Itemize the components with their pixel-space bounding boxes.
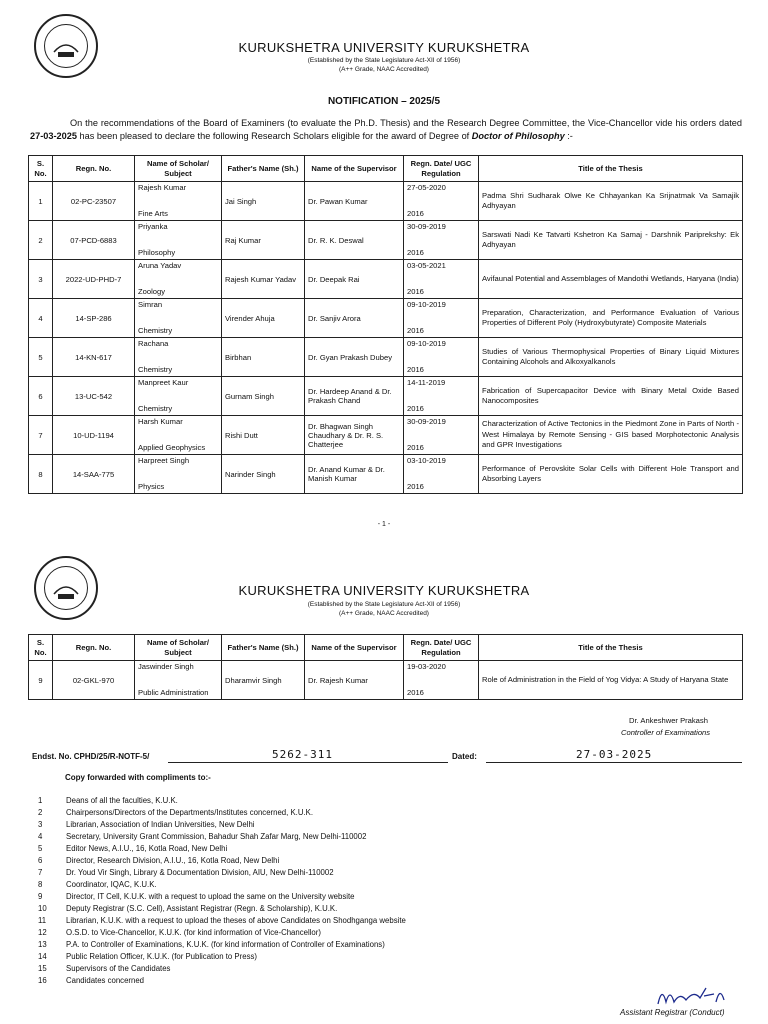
cell-scholar: Jaswinder Singh Public Administration bbox=[135, 661, 222, 700]
table-row bbox=[29, 377, 743, 416]
list-item bbox=[38, 831, 406, 843]
cell-regn: 13-UC-542 bbox=[53, 377, 135, 416]
university-name: KURUKSHETRA UNIVERSITY KURUKSHETRA bbox=[238, 583, 530, 598]
list-item-text: Coordinator, IQAC, K.U.K. bbox=[66, 880, 157, 889]
list-item-text: Dr. Youd Vir Singh, Library & Documentation Division, AIU, New Delhi-110002 bbox=[66, 868, 334, 877]
list-item-text: Supervisors of the Candidates bbox=[66, 964, 171, 973]
cell-supervisor: Dr. Rajesh Kumar bbox=[305, 661, 404, 700]
list-item-text: Deans of all the faculties, K.U.K. bbox=[66, 796, 178, 805]
cell-regn-date: 19-03-2020 2016 bbox=[404, 661, 479, 700]
list-item-text: P.A. to Controller of Examinations, K.U.K. (for kind information of Controller of Examinations) bbox=[66, 940, 385, 949]
scholars-table-continued bbox=[28, 634, 743, 700]
col-sno: S. No. bbox=[29, 156, 53, 182]
col-regn: Regn. No. bbox=[53, 635, 135, 661]
list-item-text: Editor News, A.I.U., 16, Kotla Road, New Delhi bbox=[66, 844, 228, 853]
list-item-text: Chairpersons/Directors of the Departments/Institutes concerned, K.U.K. bbox=[66, 808, 314, 817]
cell-regn-date: 09-10-2019 2016 bbox=[404, 338, 479, 377]
cell-regn-date: 14-11-2019 2016 bbox=[404, 377, 479, 416]
cell-thesis: Avifaunal Potential and Assemblages of Mandothi Wetlands, Haryana (India) bbox=[479, 260, 743, 299]
list-item-number: 12 bbox=[38, 928, 47, 937]
cell-thesis: Sarswati Nadi Ke Tatvarti Kshetron Ka Samaj - Darshnik Pariprekshy: Ek Adhyayan bbox=[479, 221, 743, 260]
cell-regn-date: 09-10-2019 2016 bbox=[404, 299, 479, 338]
list-item-text: O.S.D. to Vice-Chancellor, K.U.K. (for kind information of Vice-Chancellor) bbox=[66, 928, 321, 937]
notification-paragraph: On the recommendations of the Board of Examiners (to evaluate the Ph.D. Thesis) and the Research Degree Committee, the Vice-Chancellor vide his orders dated 27-03-2025 has been pleased to declare the following Research Scholars eligible for the award of Degree of Doctor of Philosophy :- bbox=[30, 118, 742, 141]
list-item bbox=[38, 951, 406, 963]
cell-thesis: Padma Shri Sudharak Olwe Ke Chhayankan Ka Srijnatmak Va Samajik Adhyayan bbox=[479, 182, 743, 221]
cell-supervisor: Dr. Deepak Rai bbox=[305, 260, 404, 299]
cell-regn: 14-SAA-775 bbox=[53, 455, 135, 494]
controller-name: Dr. Ankeshwer Prakash bbox=[629, 716, 708, 725]
list-item-text: Director, IT Cell, K.U.K. with a request to upload the same on the University website bbox=[66, 892, 355, 901]
cell-regn: 02-GKL-970 bbox=[53, 661, 135, 700]
list-item bbox=[38, 819, 406, 831]
controller-designation: Controller of Examinations bbox=[621, 728, 711, 737]
col-thesis: Title of the Thesis bbox=[479, 156, 743, 182]
list-item bbox=[38, 927, 406, 939]
grade-note: (A++ Grade, NAAC Accredited) bbox=[339, 610, 429, 617]
list-item bbox=[38, 891, 406, 903]
cell-sno: 6 bbox=[29, 377, 53, 416]
cell-scholar: Manpreet Kaur Chemistry bbox=[135, 377, 222, 416]
col-regn-date: Regn. Date/ UGC Regulation bbox=[404, 156, 479, 182]
cell-regn: 07-PCD-6883 bbox=[53, 221, 135, 260]
list-item-text: Librarian, K.U.K. with a request to upload the theses of above Candidates on Shodhganga website bbox=[66, 916, 406, 925]
list-item-number: 5 bbox=[38, 844, 43, 853]
cell-father: Gurnam Singh bbox=[222, 377, 305, 416]
cell-regn-date: 30-09-2019 2016 bbox=[404, 416, 479, 455]
cell-supervisor: Dr. Gyan Prakash Dubey bbox=[305, 338, 404, 377]
col-supervisor: Name of the Supervisor bbox=[305, 635, 404, 661]
notification-title: NOTIFICATION – 2025/5 bbox=[327, 96, 441, 107]
cell-supervisor: Dr. R. K. Deswal bbox=[305, 221, 404, 260]
cell-scholar: Rachana Chemistry bbox=[135, 338, 222, 377]
list-item-text: Director, Research Division, A.I.U., 16, Kotla Road, New Delhi bbox=[66, 856, 280, 865]
cell-father: Raj Kumar bbox=[222, 221, 305, 260]
list-item bbox=[38, 963, 406, 975]
cell-sno: 7 bbox=[29, 416, 53, 455]
list-item-number: 3 bbox=[38, 820, 43, 829]
cell-regn: 14-SP-286 bbox=[53, 299, 135, 338]
list-item-number: 6 bbox=[38, 856, 43, 865]
list-item bbox=[38, 795, 406, 807]
list-item-text: Secretary, University Grant Commission, Bahadur Shah Zafar Marg, New Delhi-110002 bbox=[66, 832, 367, 841]
table-row bbox=[29, 182, 743, 221]
cell-scholar: Simran Chemistry bbox=[135, 299, 222, 338]
cell-sno: 4 bbox=[29, 299, 53, 338]
cell-sno: 8 bbox=[29, 455, 53, 494]
cell-scholar: Harpreet Singh Physics bbox=[135, 455, 222, 494]
established-note: (Established by the State Legislature Act-XII of 1956) bbox=[307, 601, 461, 608]
table-row bbox=[29, 416, 743, 455]
cell-thesis: Role of Administration in the Field of Yog Vidya: A Study of Haryana State bbox=[479, 661, 743, 700]
list-item-number: 7 bbox=[38, 868, 43, 877]
cell-regn-date: 27-05-2020 2016 bbox=[404, 182, 479, 221]
established-note: (Established by the State Legislature Act-XII of 1956) bbox=[307, 57, 461, 64]
university-name: KURUKSHETRA UNIVERSITY KURUKSHETRA bbox=[238, 40, 530, 55]
cell-scholar: Harsh Kumar Applied Geophysics bbox=[135, 416, 222, 455]
scholars-table bbox=[28, 155, 743, 494]
col-father: Father's Name (Sh.) bbox=[222, 635, 305, 661]
cell-scholar: Aruna Yadav Zoology bbox=[135, 260, 222, 299]
cell-supervisor: Dr. Pawan Kumar bbox=[305, 182, 404, 221]
list-item bbox=[38, 915, 406, 927]
list-item-number: 4 bbox=[38, 832, 43, 841]
cell-thesis: Characterization of Active Tectonics in the Piedmont Zone in Parts of North - West Himalaya by Remote Sensing - GIS based Morphotectonic Analysis and GPR Investigations bbox=[479, 416, 743, 455]
table-row bbox=[29, 221, 743, 260]
list-item-number: 13 bbox=[38, 940, 47, 949]
cell-supervisor: Dr. Bhagwan Singh Chaudhary & Dr. R. S. Chatterjee bbox=[305, 416, 404, 455]
cell-thesis: Performance of Perovskite Solar Cells with Different Hole Transport and Absorbing Layers bbox=[479, 455, 743, 494]
cell-supervisor: Dr. Sanjiv Arora bbox=[305, 299, 404, 338]
dated-label: Dated: bbox=[452, 752, 477, 761]
cell-thesis: Fabrication of Supercapacitor Device with Binary Metal Oxide Based Nanocomposites bbox=[479, 377, 743, 416]
col-supervisor: Name of the Supervisor bbox=[305, 156, 404, 182]
list-item bbox=[38, 807, 406, 819]
cell-thesis: Preparation, Characterization, and Performance Evaluation of Various Properties of Different Poly (Hydroxybutyrate) Composite Materials bbox=[479, 299, 743, 338]
cell-regn: 02-PC-23507 bbox=[53, 182, 135, 221]
cell-sno: 9 bbox=[29, 661, 53, 700]
cell-sno: 3 bbox=[29, 260, 53, 299]
table-row bbox=[29, 338, 743, 377]
cell-regn: 10-UD-1194 bbox=[53, 416, 135, 455]
cell-father: Rishi Dutt bbox=[222, 416, 305, 455]
col-father: Father's Name (Sh.) bbox=[222, 156, 305, 182]
cell-father: Rajesh Kumar Yadav bbox=[222, 260, 305, 299]
endorsement-underline bbox=[168, 762, 448, 763]
date-underline bbox=[486, 762, 742, 763]
cell-regn-date: 03-10-2019 2016 bbox=[404, 455, 479, 494]
grade-note: (A++ Grade, NAAC Accredited) bbox=[339, 66, 429, 73]
list-item-text: Public Relation Officer, K.U.K. (for Publication to Press) bbox=[66, 952, 257, 961]
copy-forwarded-line: Copy forwarded with compliments to:- bbox=[65, 773, 211, 782]
list-item bbox=[38, 939, 406, 951]
cell-father: Narinder Singh bbox=[222, 455, 305, 494]
table-row bbox=[29, 299, 743, 338]
list-item-text: Deputy Registrar (S.C. Cell), Assistant Registrar (Regn. & Scholarship), K.U.K. bbox=[66, 904, 338, 913]
cell-father: Dharamvir Singh bbox=[222, 661, 305, 700]
col-scholar: Name of Scholar/ Subject bbox=[135, 156, 222, 182]
cell-supervisor: Dr. Anand Kumar & Dr. Manish Kumar bbox=[305, 455, 404, 494]
cell-father: Birbhan bbox=[222, 338, 305, 377]
recipient-list bbox=[38, 795, 406, 987]
list-item-number: 8 bbox=[38, 880, 43, 889]
col-scholar: Name of Scholar/ Subject bbox=[135, 635, 222, 661]
cell-thesis: Studies of Various Thermophysical Properties of Binary Liquid Mixtures Containing Alcohols and Alkoxyalkanols bbox=[479, 338, 743, 377]
cell-regn-date: 03-05-2021 2016 bbox=[404, 260, 479, 299]
list-item bbox=[38, 903, 406, 915]
cell-regn-date: 30-09-2019 2016 bbox=[404, 221, 479, 260]
list-item bbox=[38, 843, 406, 855]
cell-scholar: Priyanka Philosophy bbox=[135, 221, 222, 260]
list-item-text: Librarian, Association of Indian Universities, New Delhi bbox=[66, 820, 255, 829]
list-item bbox=[38, 855, 406, 867]
col-sno: S. No. bbox=[29, 635, 53, 661]
cell-scholar: Rajesh Kumar Fine Arts bbox=[135, 182, 222, 221]
col-regn-date: Regn. Date/ UGC Regulation bbox=[404, 635, 479, 661]
table-row bbox=[29, 661, 743, 700]
table-header-row bbox=[29, 635, 743, 661]
cell-sno: 2 bbox=[29, 221, 53, 260]
endorsement-label: Endst. No. CPHD/25/R-NOTF-5/ bbox=[32, 752, 150, 761]
cell-father: Jai Singh bbox=[222, 182, 305, 221]
list-item bbox=[38, 975, 406, 987]
page-number: - 1 - bbox=[377, 521, 391, 528]
endorsement-number: 5262-311 bbox=[272, 748, 333, 761]
cell-supervisor: Dr. Hardeep Anand & Dr. Prakash Chand bbox=[305, 377, 404, 416]
list-item-number: 11 bbox=[38, 916, 47, 925]
list-item-number: 1 bbox=[38, 796, 43, 805]
list-item-text: Candidates concerned bbox=[66, 976, 145, 985]
cell-regn: 14-KN-617 bbox=[53, 338, 135, 377]
col-thesis: Title of the Thesis bbox=[479, 635, 743, 661]
list-item bbox=[38, 867, 406, 879]
table-header-row bbox=[29, 156, 743, 182]
cell-father: Virender Ahuja bbox=[222, 299, 305, 338]
assistant-registrar: Assistant Registrar (Conduct) bbox=[620, 1008, 725, 1017]
table-row bbox=[29, 260, 743, 299]
list-item-number: 10 bbox=[38, 904, 47, 913]
endorsement-date: 27-03-2025 bbox=[576, 748, 653, 761]
list-item-number: 9 bbox=[38, 892, 43, 901]
list-item bbox=[38, 879, 406, 891]
list-item-number: 14 bbox=[38, 952, 47, 961]
list-item-number: 15 bbox=[38, 964, 47, 973]
cell-sno: 5 bbox=[29, 338, 53, 377]
cell-regn: 2022-UD-PHD-7 bbox=[53, 260, 135, 299]
cell-sno: 1 bbox=[29, 182, 53, 221]
list-item-number: 2 bbox=[38, 808, 43, 817]
list-item-number: 16 bbox=[38, 976, 47, 985]
table-row bbox=[29, 455, 743, 494]
col-regn: Regn. No. bbox=[53, 156, 135, 182]
